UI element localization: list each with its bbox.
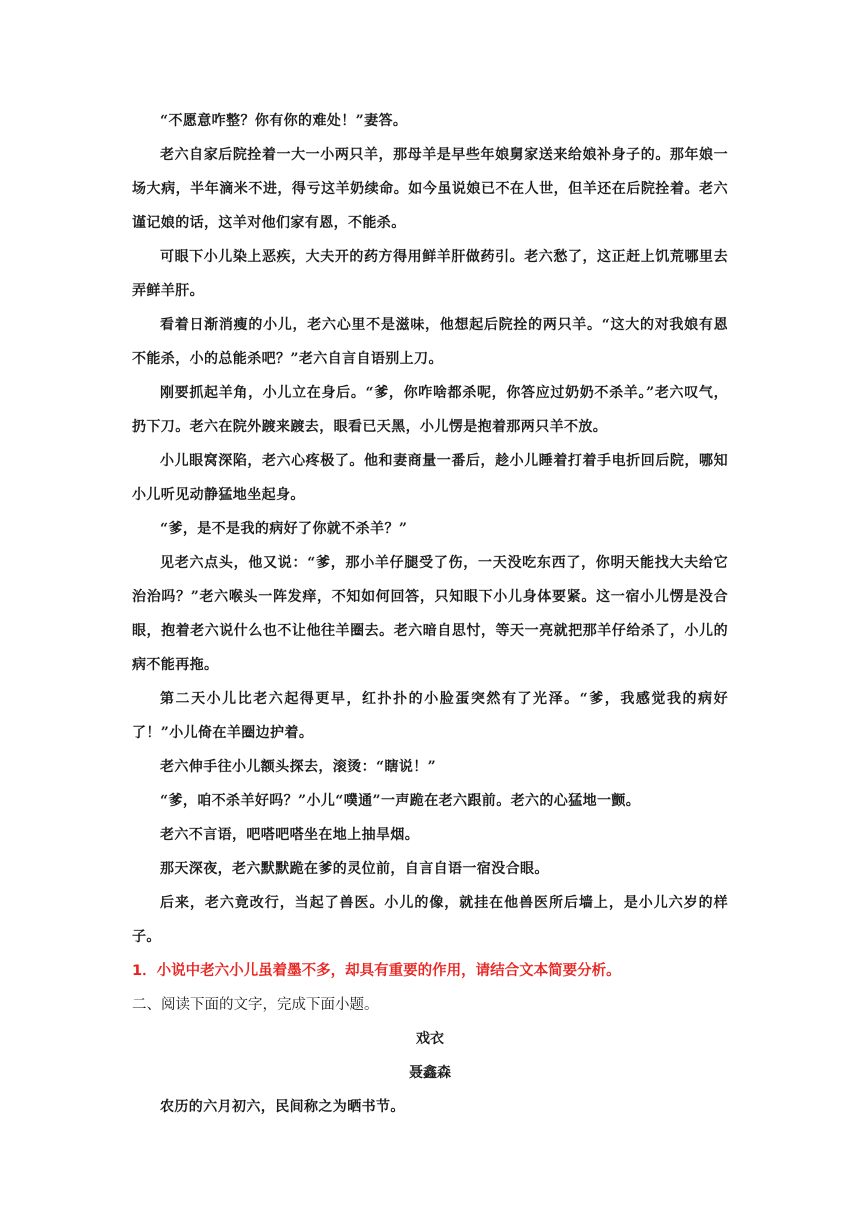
story-paragraph: 可眼下小儿染上恶疾，大夫开的药方得用鲜羊肝做药引。老六愁了，这正赶上饥荒哪里去弄鲜羊肝。: [132, 249, 728, 299]
story-paragraph: 看着日渐消瘦的小儿，老六心里不是滋味，他想起后院拴的两只羊。“这大的对我娘有恩不能杀，小的总能杀吧？”老六自言自语别上刀。: [132, 317, 728, 367]
story-paragraph: 见老六点头，他又说：“爹，那小羊仔腿受了伤，一天没吃东西了，你明天能找大夫给它治治吗？”老六喉头一阵发痒，不知如何回答，只知眼下小儿身体要紧。这一宿小儿愣是没合眼，抱着老六说什么也不让他往羊圈去。老六暗自思忖，等天一亮就把那羊仔给杀了，小儿的病不能再拖。: [132, 555, 728, 673]
story-title: 戏衣: [416, 1031, 444, 1047]
story-paragraph: 老六不言语，吧嗒吧嗒坐在地上抽旱烟。: [160, 827, 420, 843]
story-paragraph: “爹，是不是我的病好了你就不杀羊？”: [160, 521, 408, 537]
story-paragraph: 刚要抓起羊角，小儿立在身后。“爹，你咋啥都杀呢，你答应过奶奶不杀羊。”老六叹气，扔下刀。老六在院外踱来踱去，眼看已天黑，小儿愣是抱着那两只羊不放。: [132, 385, 728, 435]
story-paragraph: 那天深夜，老六默默跪在爹的灵位前，自言自语一宿没合眼。: [160, 861, 549, 877]
story-paragraph: 老六伸手往小儿额头探去，滚烫：“瞎说！”: [160, 759, 437, 775]
section-heading: 二、阅读下面的文字，完成下面小题。: [132, 997, 379, 1013]
story-paragraph: “爹，咱不杀羊好吗？”小儿“噗通”一声跪在老六跟前。老六的心猛地一颤。: [160, 793, 641, 809]
story-paragraph: 后来，老六竟改行，当起了兽医。小儿的像，就挂在他兽医所后墙上，是小儿六岁的样子。: [132, 895, 728, 945]
story-paragraph: 老六自家后院拴着一大一小两只羊，那母羊是早些年娘舅家送来给娘补身子的。那年娘一场大病，半年滴米不进，得亏这羊奶续命。如今虽说娘已不在人世，但羊还在后院拴着。老六谨记娘的话，这羊对他们家有恩，不能杀。: [132, 147, 728, 231]
story-author: 聂鑫森: [409, 1065, 451, 1081]
story-paragraph: 小儿眼窝深陷，老六心疼极了。他和妻商量一番后，趁小儿睡着打着手电折回后院，哪知小儿听见动静猛地坐起身。: [132, 453, 728, 503]
document-page: [132, 104, 728, 1124]
story-paragraph: 农历的六月初六，民间称之为晒书节。: [160, 1099, 405, 1115]
question-text: 1．小说中老六小儿虽着墨不多，却具有重要的作用，请结合文本简要分析。: [132, 963, 621, 979]
story-paragraph: “不愿意咋整？你有你的难处！”妻答。: [160, 113, 408, 129]
story-paragraph: 第二天小儿比老六起得更早，红扑扑的小脸蛋突然有了光泽。“爹，我感觉我的病好了！”小儿倚在羊圈边护着。: [132, 691, 728, 741]
